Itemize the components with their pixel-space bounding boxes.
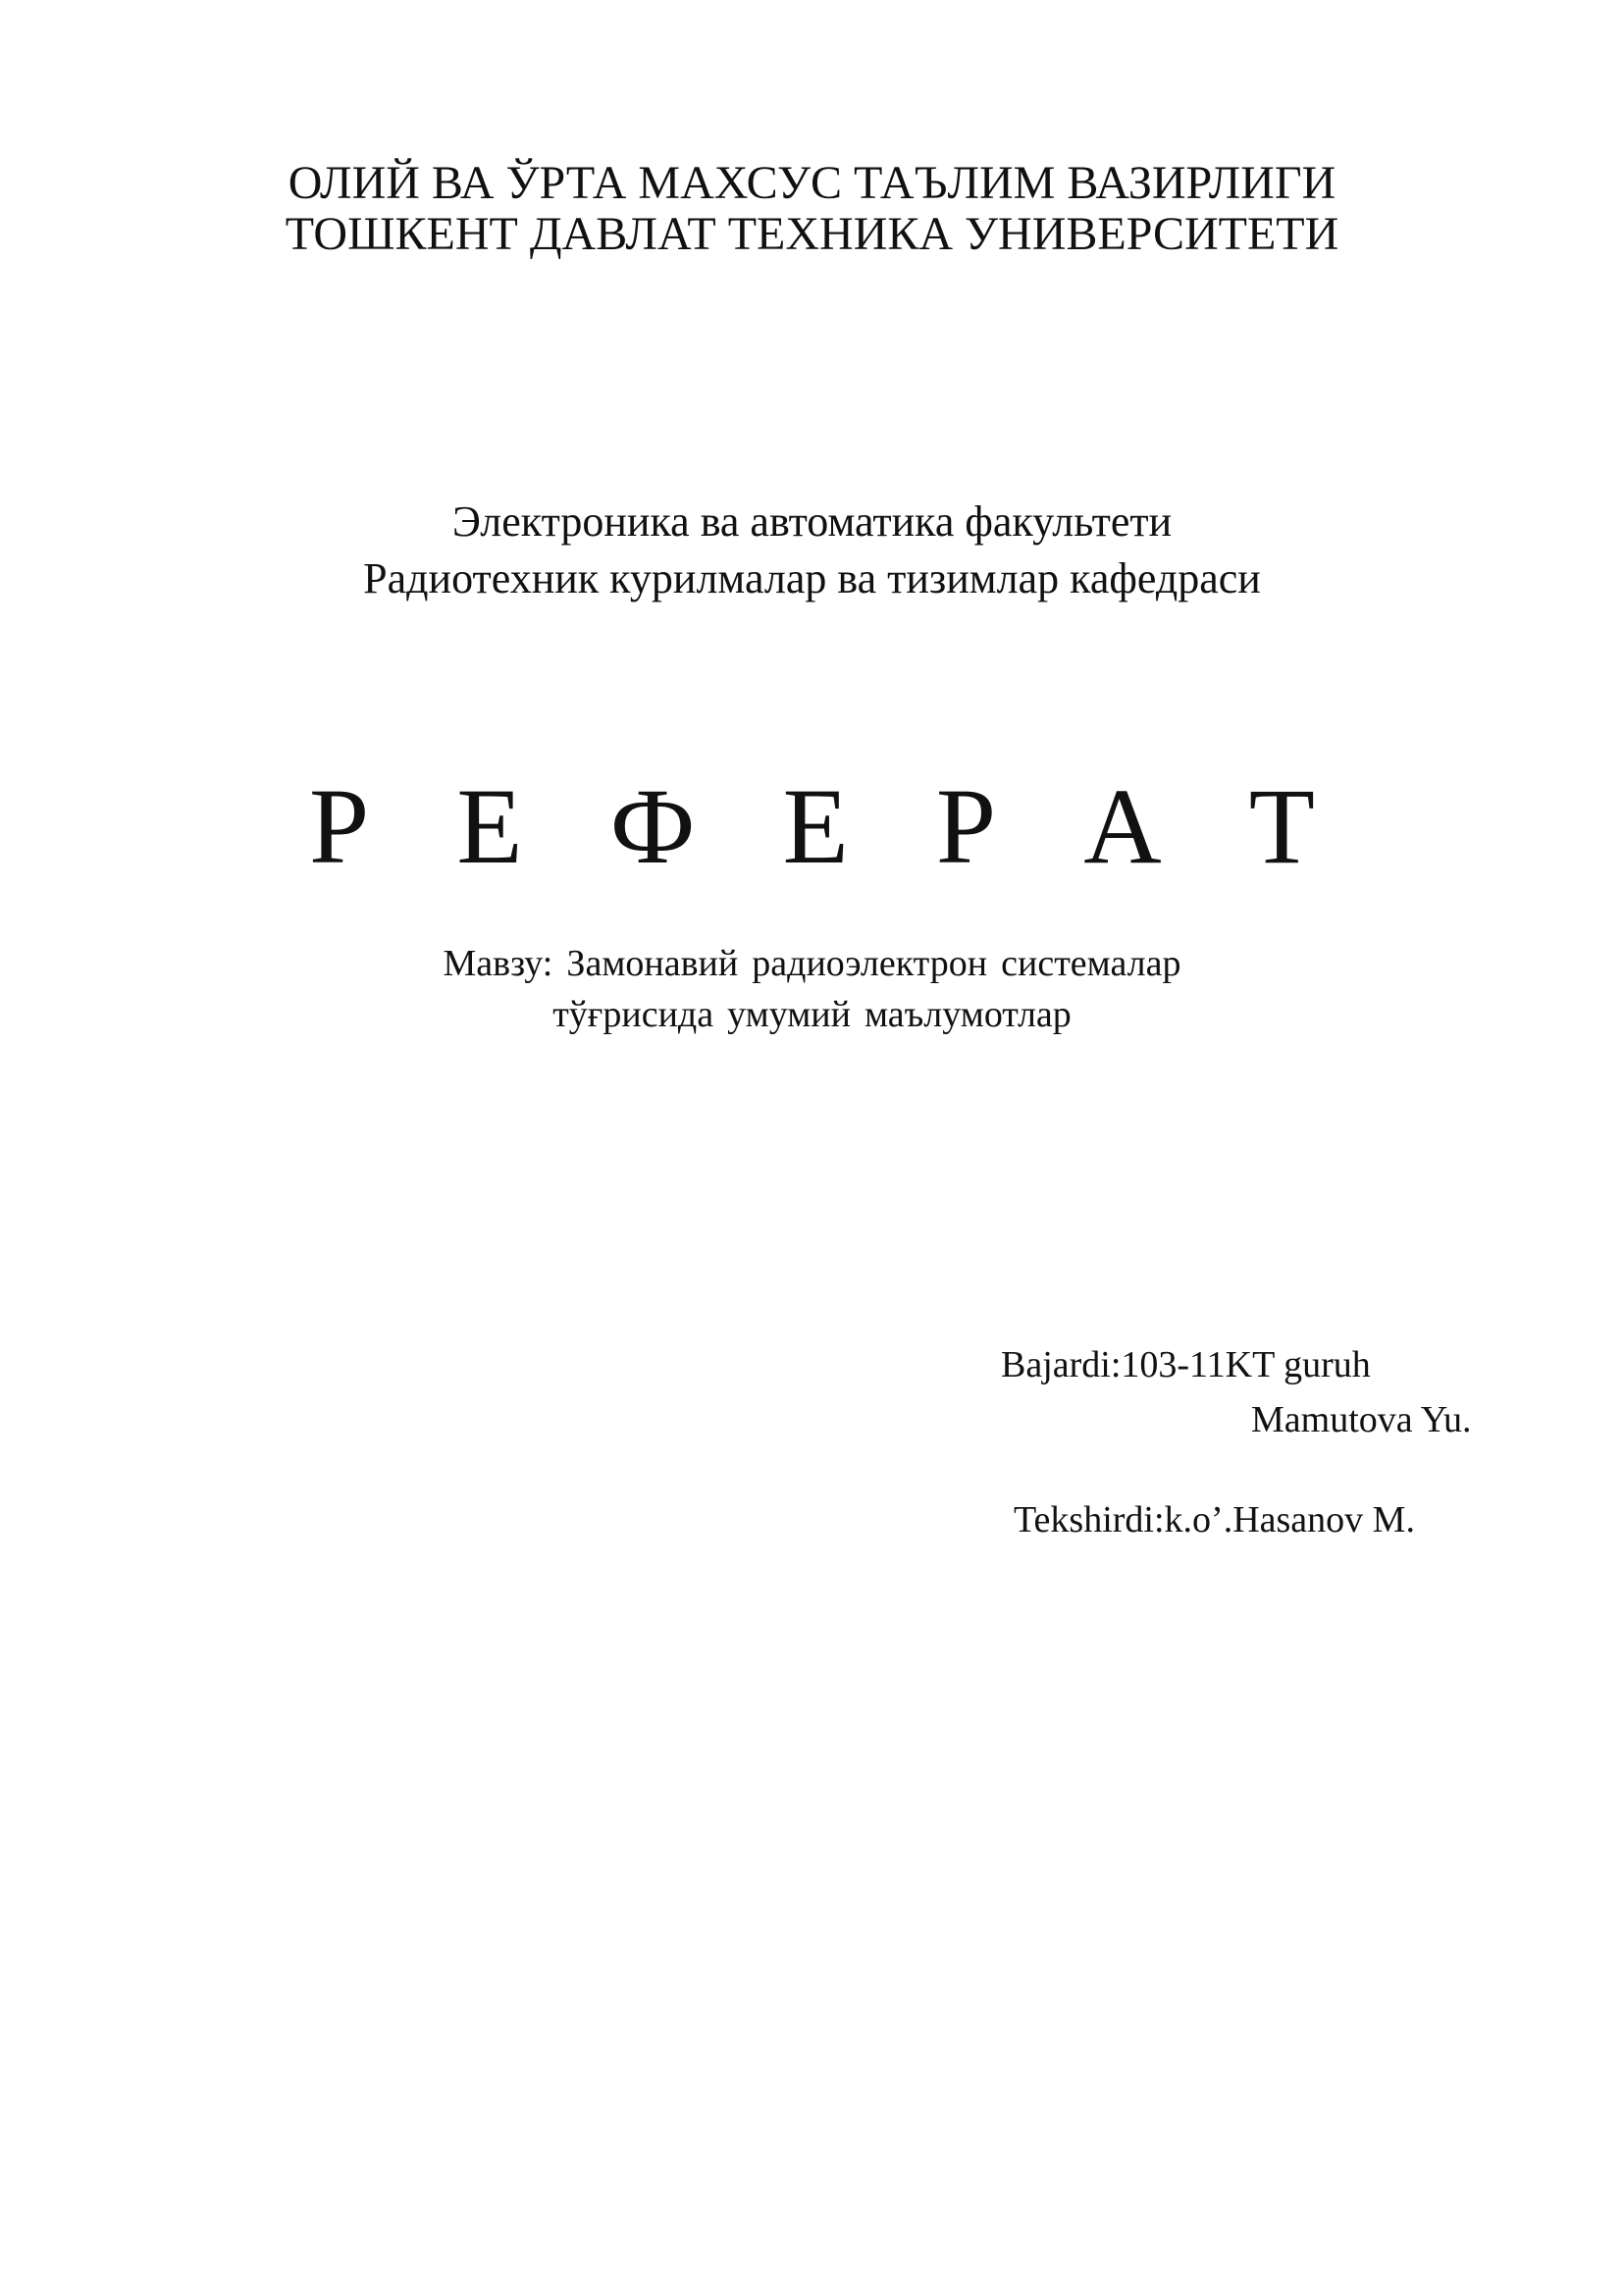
topic-line-1: Мавзу: Замонавий радиоэлектрон системалар: [443, 943, 1181, 984]
chair-name: Радиотехник курилмалар ва тизимлар кафедраси: [363, 554, 1261, 602]
performed-by: Bajardi:103-11KT guruh: [1001, 1344, 1371, 1385]
ministry-name: ОЛИЙ ВА ЎРТА МАХСУС ТАЪЛИМ ВАЗИРЛИГИ: [288, 157, 1336, 209]
checked-by: Tekshirdi:k.o’.Hasanov M.: [1014, 1499, 1415, 1540]
student-name: Mamutova Yu.: [1251, 1399, 1472, 1440]
university-name: ТОШКЕНТ ДАВЛАТ ТЕХНИКА УНИВЕРСИТЕТИ: [285, 208, 1339, 260]
document-title: Р Е Ф Е Р А Т: [309, 766, 1345, 886]
topic-line-2: тўғрисида умумий маълумотлар: [552, 994, 1072, 1035]
faculty-name: Электроника ва автоматика факультети: [451, 497, 1173, 546]
